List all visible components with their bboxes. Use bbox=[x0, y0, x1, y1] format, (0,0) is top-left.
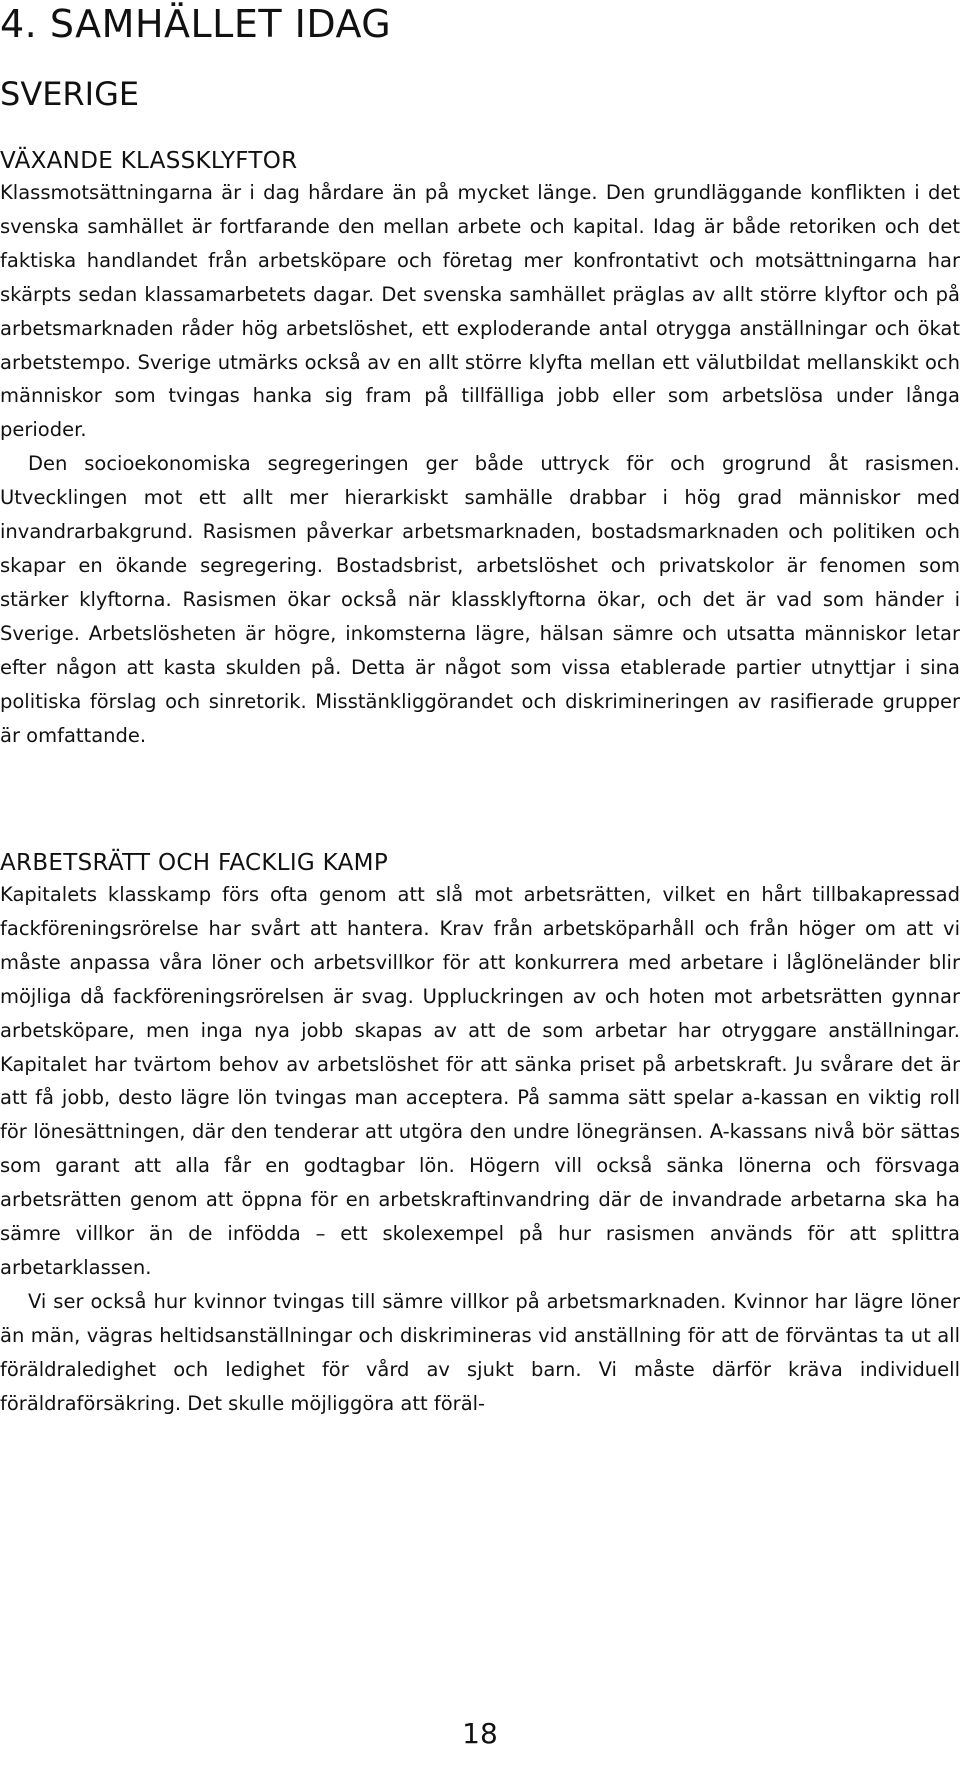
page-number: 18 bbox=[462, 1717, 498, 1750]
body-paragraph: Klassmotsättningarna är i dag hårdare än på mycket länge. Den grundläggande konflikten i det svenska samhället är fortfarande den mellan arbete och kapital. Idag är både retoriken och det faktiska handlandet från arbetsköpare och företag mer konfrontativt och motsättningarna har skärpts sedan klassamarbetets dagar. Det svenska samhället präglas av allt större klyftor och på arbetsmarknaden råder hög arbetslöshet, ett exploderande antal otrygga anställningar och ökat arbetstempo. Sverige utmärks också av en allt större klyfta mellan ett välutbildat mellanskikt och människor som tvingas hanka sig fram på tillfälliga jobb eller som arbetslösa under långa perioder. bbox=[0, 181, 960, 442]
subsection-heading: VÄXANDE KLASSKLYFTOR bbox=[0, 148, 298, 174]
subsection-arbetsratt-och-facklig-kamp bbox=[0, 848, 960, 1421]
subsection-heading: ARBETSRÄTT OCH FACKLIG KAMP bbox=[0, 850, 388, 876]
chapter-title: 4. SAMHÄLLET IDAG bbox=[0, 2, 392, 46]
body-paragraph: Vi ser också hur kvinnor tvingas till sämre villkor på arbetsmarknaden. Kvinnor har lägre löner än män, vägras heltidsanställningar och diskrimineras vid anställning för att de förväntas ta ut all föräldraledighet och ledighet för vård av sjukt barn. Vi måste därför kräva individuell föräldraförsäkring. Det skulle möjliggöra att föräl- bbox=[0, 1289, 960, 1415]
subsection-vaxande-klassklyftor bbox=[0, 146, 960, 752]
body-paragraph: Den socioekonomiska segregeringen ger både uttryck för och grogrund åt rasismen. Utvecklingen mot ett allt mer hierarkiskt samhälle drabbar i hög grad människor med invandrarbakgrund. Rasismen påverkar arbetsmarknaden, bostadsmarknaden och politiken och skapar en ökande segregering. Bostadsbrist, arbetslöshet och privatskolor är fenomen som stärker klyftorna. Rasismen ökar också när klassklyftorna ökar, och det är vad som händer i Sverige. Arbetslösheten är högre, inkomsterna lägre, hälsan sämre och utsatta människor letar efter någon att kasta skulden på. Detta är något som vissa etablerade partier utnyttjar i sina politiska förslag och sinretorik. Misstänkliggörandet och diskrimineringen av rasifierade grupper är omfattande. bbox=[0, 452, 960, 747]
section-title: SVERIGE bbox=[0, 75, 140, 113]
body-paragraph: Kapitalets klasskamp förs ofta genom att slå mot arbetsrätten, vilket en hårt tillbakapressad fackföreningsrörelse har svårt att hantera. Krav från arbetsköparhåll och från höger om att vi måste anpassa våra löner och arbetsvillkor för att konkurrera med arbetare i låglöneländer blir möjliga då fackföreningsrörelsen är svag. Uppluckringen av och hoten mot arbetsrätten gynnar arbetsköpare, men inga nya jobb skapas av att de som arbetar har otryggare anställningar. Kapitalet har tvärtom behov av arbetslöshet för att sänka priset på arbetskraft. Ju svårare det är att få jobb, desto lägre lön tvingas man acceptera. På samma sätt spelar a-kassan en viktig roll för lönesättningen, där den tenderar att utgöra den undre lönegränsen. A-kassans nivå bör sättas som garant att alla får en godtagbar lön. Högern vill också sänka lönerna och försvaga arbetsrätten genom att öppna för en arbetskraftinvandring där de invandrade arbetarna ska ha sämre villkor än de infödda – ett skolexempel på hur rasismen används för att splittra arbetarklassen. bbox=[0, 883, 960, 1279]
